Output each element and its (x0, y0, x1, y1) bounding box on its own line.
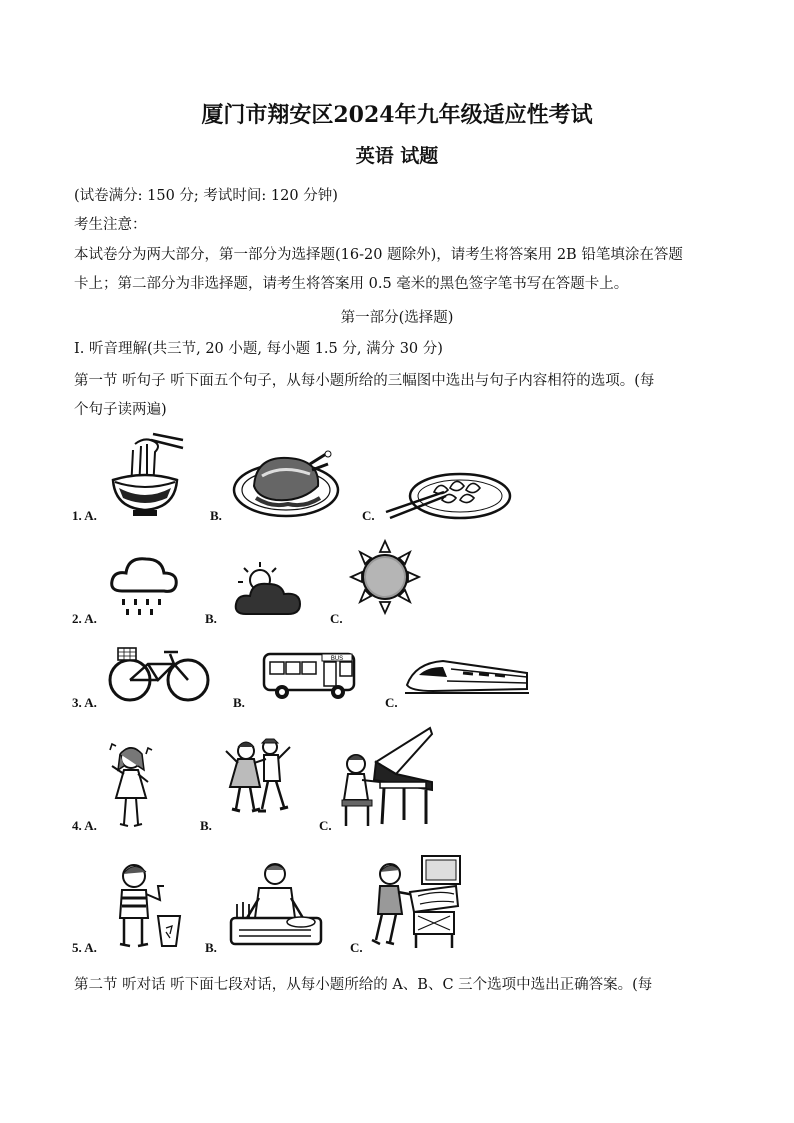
q1-option-c-label: C. (362, 508, 375, 523)
section-title: Ⅰ. 听音理解(共三节, 20 小题, 每小题 1.5 分, 满分 30 分) (74, 341, 443, 357)
q4-option-b-label: B. (200, 818, 212, 833)
q5-option-a-label: 5. A. (72, 940, 97, 955)
roast-chicken-icon (232, 446, 340, 518)
notice-line-1: 本试卷分为两大部分，第一部分为选择题(16-20 题除外)，请考生将答案用 2B 铅笔填涂在答题 (74, 247, 683, 263)
q3-option-b-label: B. (233, 695, 245, 710)
q4-option-c-label: C. (319, 818, 332, 833)
boy-recycling-icon (108, 860, 184, 950)
q2-option-c-label: C. (330, 611, 343, 626)
q4-option-a-label: 4. A. (72, 818, 97, 833)
q1-option-a-label: 1. A. (72, 508, 97, 523)
rain-cloud-icon (108, 553, 180, 617)
section1-line-1: 第一节 听句子 听下面五个句子，从每小题所给的三幅图中选出与句子内容相符的选项。(每 (74, 373, 655, 389)
boy-making-bed-icon (368, 852, 464, 950)
bicycle-icon (108, 640, 210, 704)
man-washing-dishes-icon (225, 858, 327, 950)
cloudy-sun-icon (232, 560, 304, 620)
exam-info: (试卷满分: 150 分; 考试时间: 120 分钟) (74, 188, 338, 204)
q3-option-a-label: 3. A. (72, 695, 97, 710)
high-speed-train-icon (403, 655, 531, 699)
bus-sign: BUS (330, 656, 344, 662)
bus-icon (262, 650, 358, 700)
dancing-couple-icon (222, 737, 294, 817)
q3-option-c-label: C. (385, 695, 398, 710)
section1-line-2: 个句子读两遍) (74, 402, 167, 418)
q5-option-c-label: C. (350, 940, 363, 955)
piano-player-icon (340, 724, 436, 828)
page-subtitle: 英语 试题 (355, 145, 439, 167)
section2-line-1: 第二节 听对话 听下面七段对话，从每小题所给的 A、B、C 三个选项中选出正确答案。(每 (74, 977, 653, 993)
notice-label: 考生注意： (74, 217, 147, 233)
q5-option-b-label: B. (205, 940, 217, 955)
notice-line-2: 卡上；第二部分为非选择题，请考生将答案用 0.5 毫米的黑色签字笔书写在答题卡上。 (74, 276, 629, 292)
q2-option-b-label: B. (205, 611, 217, 626)
page-title: 厦门市翔安区2024年九年级适应性考试 (201, 102, 593, 128)
q1-option-b-label: B. (210, 508, 222, 523)
dumplings-icon (384, 466, 512, 520)
singing-girl-icon (106, 740, 156, 830)
q2-option-a-label: 2. A. (72, 611, 97, 626)
part1-heading: 第一部分(选择题) (340, 310, 454, 326)
noodles-icon (105, 430, 185, 518)
sun-icon (350, 540, 420, 614)
